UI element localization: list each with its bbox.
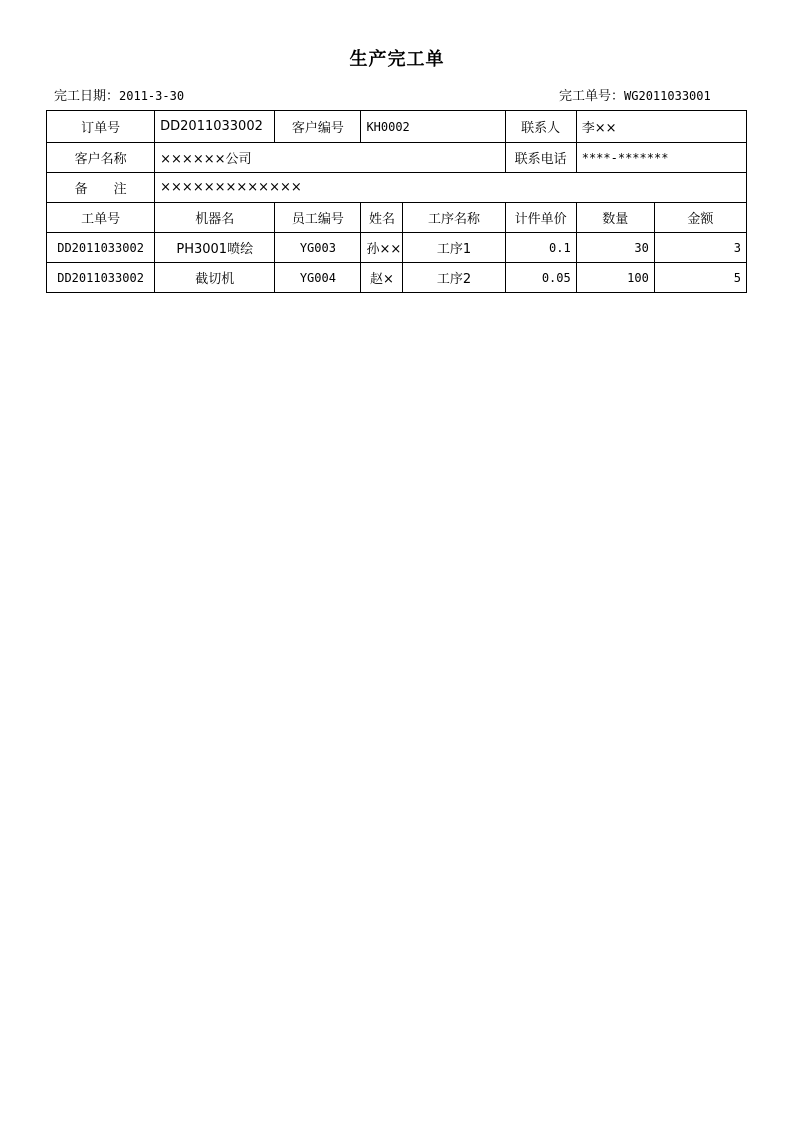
cell-employee-no: YG003 bbox=[275, 233, 361, 263]
cell-quantity: 100 bbox=[576, 263, 654, 293]
phone-label: 联系电话 bbox=[505, 143, 576, 173]
cell-amount: 5 bbox=[654, 263, 746, 293]
cell-unit-price: 0.1 bbox=[505, 233, 576, 263]
cell-work-order-no: DD2011033002 bbox=[47, 233, 155, 263]
completion-number-label: 完工单号： bbox=[559, 89, 625, 104]
completion-number bbox=[559, 85, 711, 104]
table-header-row bbox=[47, 203, 747, 233]
cell-name: 赵× bbox=[361, 263, 403, 293]
completion-date bbox=[54, 85, 184, 104]
cell-process: 工序2 bbox=[403, 263, 505, 293]
col-header-name: 姓名 bbox=[361, 203, 403, 233]
cell-employee-no: YG004 bbox=[275, 263, 361, 293]
col-header-process: 工序名称 bbox=[403, 203, 505, 233]
cell-quantity: 30 bbox=[576, 233, 654, 263]
completion-date-label: 完工日期： bbox=[54, 89, 120, 104]
col-header-amount: 金额 bbox=[654, 203, 746, 233]
order-no-label: 订单号 bbox=[47, 111, 155, 143]
col-header-machine: 机器名 bbox=[155, 203, 275, 233]
remark-row bbox=[47, 173, 747, 203]
contact-value: 李×× bbox=[576, 111, 746, 143]
col-header-quantity: 数量 bbox=[576, 203, 654, 233]
phone-value: ****-******* bbox=[576, 143, 746, 173]
cell-machine: PH3001喷绘 bbox=[155, 233, 275, 263]
col-header-unit-price: 计件单价 bbox=[505, 203, 576, 233]
col-header-employee-no: 员工编号 bbox=[275, 203, 361, 233]
col-header-work-order-no: 工单号 bbox=[47, 203, 155, 233]
work-order-table bbox=[46, 110, 747, 293]
customer-code-value: KH0002 bbox=[361, 111, 505, 143]
cell-unit-price: 0.05 bbox=[505, 263, 576, 293]
table-row bbox=[47, 263, 747, 293]
customer-info-row bbox=[47, 143, 747, 173]
cell-work-order-no: DD2011033002 bbox=[47, 263, 155, 293]
customer-name-value: ××××××公司 bbox=[155, 143, 505, 173]
table-row bbox=[47, 233, 747, 263]
order-info-row bbox=[47, 111, 747, 143]
cell-amount: 3 bbox=[654, 233, 746, 263]
document-title: 生产完工单 bbox=[349, 49, 445, 70]
remark-label: 备 注 bbox=[47, 173, 155, 203]
completion-number-value: WG2011033001 bbox=[624, 89, 711, 103]
contact-label: 联系人 bbox=[505, 111, 576, 143]
cell-machine: 截切机 bbox=[155, 263, 275, 293]
customer-code-label: 客户编号 bbox=[275, 111, 361, 143]
cell-name: 孙×× bbox=[361, 233, 403, 263]
order-no-value: DD2011033002 bbox=[155, 111, 275, 143]
cell-process: 工序1 bbox=[403, 233, 505, 263]
customer-name-label: 客户名称 bbox=[47, 143, 155, 173]
remark-value: ××××××××××××× bbox=[155, 173, 747, 203]
completion-date-value: 2011-3-30 bbox=[119, 89, 185, 103]
